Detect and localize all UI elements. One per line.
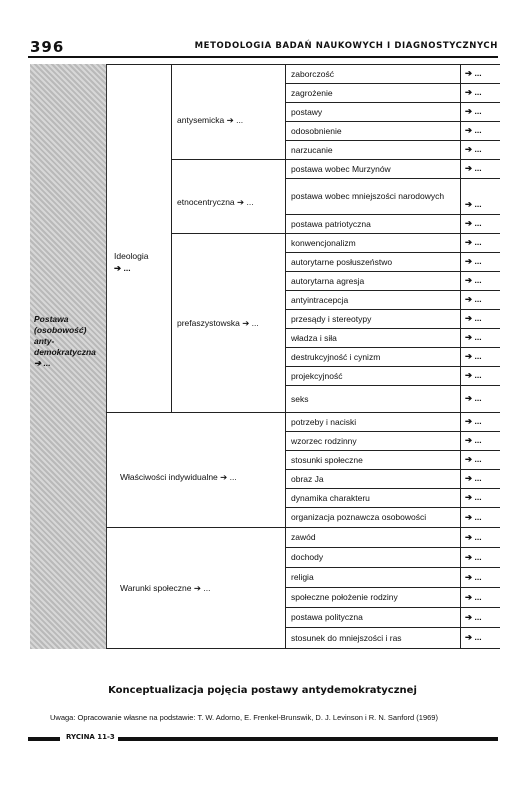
item-row (285, 547, 500, 568)
item-row (285, 159, 500, 179)
root-arrow: ➔ ... (34, 358, 51, 368)
item-arrow: ➔ ... (465, 531, 482, 542)
source-note: Uwaga: Opracowanie własne na podstawie: T. W. Adorno, E. Frenkel-Brunswik, D. J. Levinson i R. N. Sanford (1969) (50, 713, 438, 722)
item-arrow: ➔ ... (465, 106, 482, 116)
item-arrow: ➔ ... (465, 199, 482, 209)
item-row (285, 328, 500, 348)
divider-individual-end (106, 527, 285, 528)
figure-bar-left (28, 737, 60, 741)
running-header: METODOLOGIA BADAŃ NAUKOWYCH I DIAGNOSTYCZNYCH (194, 41, 498, 51)
item-arrow: ➔ ... (465, 416, 482, 426)
item-row (285, 385, 500, 413)
item-arrow: ➔ ... (465, 591, 482, 602)
item-arrow: ➔ ... (465, 611, 482, 622)
item-row (285, 309, 500, 329)
item-row (285, 83, 500, 103)
item-label: zawód (291, 532, 316, 542)
item-label: odosobnienie (291, 125, 342, 136)
item-row (285, 412, 500, 432)
concept-diagram (30, 64, 500, 649)
item-label: zagrożenie (291, 87, 333, 98)
item-label: społeczne położenie rodziny (291, 592, 398, 602)
item-row (285, 347, 500, 367)
item-label: stosunki społeczne (291, 454, 363, 465)
root-column (30, 64, 107, 649)
item-label: antyintracepcja (291, 294, 349, 305)
item-arrow: ➔ ... (465, 571, 482, 582)
item-label: dochody (291, 552, 324, 562)
divider-ethnocentric-end (171, 233, 285, 234)
item-label: obraz Ja (291, 473, 324, 484)
item-row (285, 140, 500, 160)
item-label: potrzeby i naciski (291, 416, 357, 427)
header-rule (28, 56, 498, 58)
item-row (285, 271, 500, 291)
item-label: postawa polityczna (291, 612, 363, 622)
item-label: projekcyjność (291, 370, 343, 381)
group-individual: Właściwości indywidualne ➔ ... (120, 472, 237, 482)
item-row (285, 366, 500, 386)
item-arrow: ➔ ... (465, 473, 482, 483)
item-label: postawy (291, 106, 323, 117)
item-arrow: ➔ ... (465, 511, 482, 522)
item-arrow: ➔ ... (465, 237, 482, 247)
item-row (285, 431, 500, 451)
page-number: 396 (30, 38, 65, 56)
item-arrow: ➔ ... (465, 125, 482, 135)
item-label: postawa wobec Murzynów (291, 163, 391, 174)
group-antisemitic: antysemicka ➔ ... (177, 115, 244, 125)
item-label: stosunek do mniejszości i ras (291, 632, 402, 643)
item-row (285, 64, 500, 84)
item-label: religia (291, 572, 314, 582)
item-label: wzorzec rodzinny (291, 435, 357, 446)
item-row (285, 567, 500, 588)
item-row (285, 290, 500, 310)
item-label: organizacja poznawcza osobowości (291, 512, 427, 522)
item-row (285, 469, 500, 489)
item-row (285, 252, 500, 272)
item-arrow: ➔ ... (465, 163, 482, 173)
item-arrow: ➔ ... (465, 275, 482, 285)
item-label: autorytarna agresja (291, 275, 365, 286)
group-ethnocentric: etnocentryczna ➔ ... (177, 197, 254, 207)
item-arrow: ➔ ... (465, 492, 482, 502)
item-row (285, 178, 500, 215)
item-label: narzucanie (291, 144, 333, 155)
item-label: zaborczość (291, 68, 334, 79)
ideology-label: Ideologia ➔ ... (114, 251, 149, 273)
item-arrow: ➔ ... (465, 218, 482, 228)
figure-caption: Konceptualizacja pojęcia postawy antydemokratycznej (108, 685, 417, 696)
item-arrow: ➔ ... (465, 313, 482, 323)
item-arrow: ➔ ... (465, 435, 482, 445)
group-social: Warunki społeczne ➔ ... (120, 583, 211, 593)
ideology-arrow: ➔ ... (114, 263, 131, 273)
item-label: dynamika charakteru (291, 492, 370, 503)
item-arrow: ➔ ... (465, 294, 482, 304)
item-arrow: ➔ ... (465, 454, 482, 464)
item-label: seks (291, 393, 309, 404)
item-label: destrukcyjność i cynizm (291, 351, 381, 362)
item-label: autorytarne posłuszeństwo (291, 256, 393, 267)
item-arrow: ➔ ... (465, 351, 482, 361)
item-arrow: ➔ ... (465, 332, 482, 342)
item-row (285, 527, 500, 548)
figure-bar-right (118, 737, 498, 741)
item-row (285, 102, 500, 122)
item-arrow: ➔ ... (465, 87, 482, 97)
item-arrow: ➔ ... (465, 68, 482, 78)
item-row (285, 121, 500, 141)
item-row (285, 450, 500, 470)
item-row (285, 607, 500, 628)
root-label: Postawa (osobowość) anty-demokratyczna ➔ ... (34, 314, 96, 368)
frame-bottom (106, 648, 500, 649)
divider-antisemitic-end (171, 159, 285, 160)
figure-label: RYCINA 11-3 (66, 733, 115, 741)
item-arrow: ➔ ... (465, 632, 482, 642)
item-row (285, 488, 500, 508)
item-label: konwencjonalizm (291, 237, 356, 248)
divider-ideology-col (171, 64, 172, 412)
item-label: postawa patriotyczna (291, 218, 371, 229)
item-label: władza i siła (291, 332, 337, 343)
divider-ideology-end (106, 412, 285, 413)
item-row (285, 587, 500, 608)
item-row (285, 214, 500, 234)
item-label: przesądy i stereotypy (291, 313, 372, 324)
item-row (285, 233, 500, 253)
item-arrow: ➔ ... (465, 256, 482, 266)
group-prefascist: prefaszystowska ➔ ... (177, 318, 259, 328)
item-row (285, 507, 500, 528)
item-label: postawa wobec mniejszości narodowych (291, 191, 445, 201)
item-arrow: ➔ ... (465, 370, 482, 380)
item-arrow: ➔ ... (465, 144, 482, 154)
item-arrow: ➔ ... (465, 393, 482, 403)
item-row (285, 627, 500, 648)
item-arrow: ➔ ... (465, 551, 482, 562)
